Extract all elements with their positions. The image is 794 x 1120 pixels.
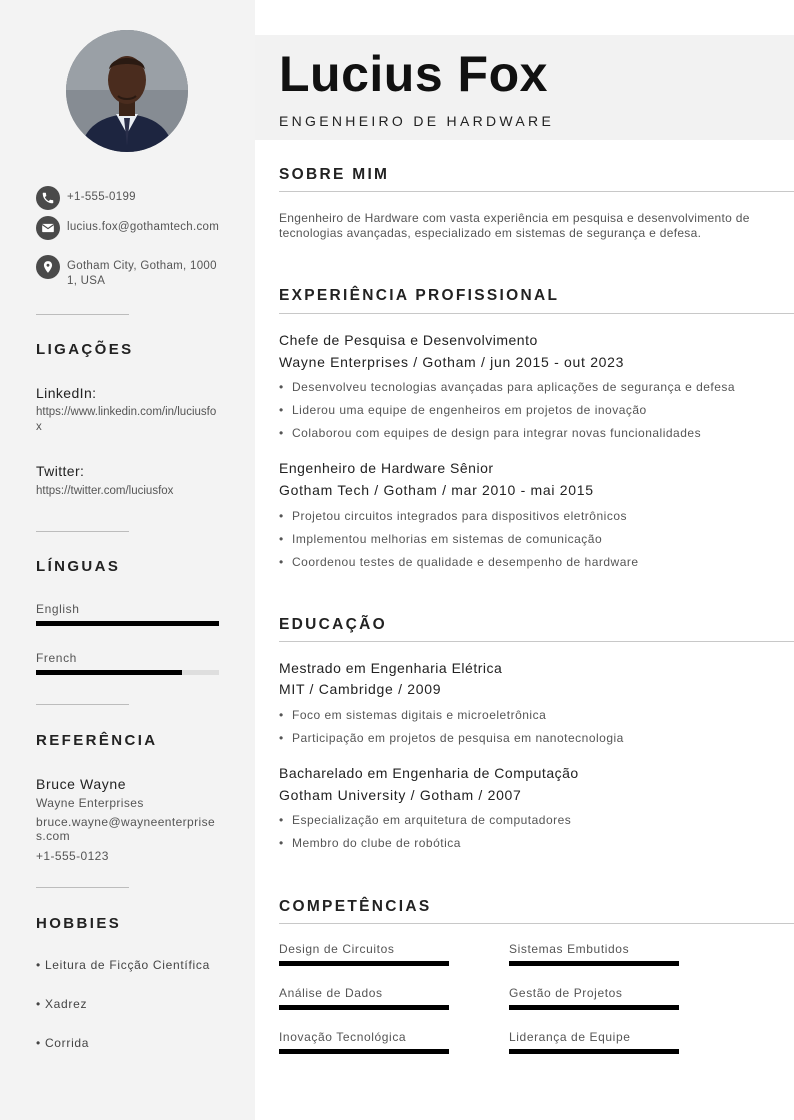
job-title: ENGENHEIRO DE HARDWARE: [279, 113, 555, 129]
skills-title: COMPETÊNCIAS: [279, 898, 432, 915]
skill-level-bar: [279, 961, 449, 966]
sidebar: [0, 0, 255, 1120]
education-bullet: • Participação em projetos de pesquisa em nanotecnologia: [279, 731, 624, 745]
email-icon: [36, 216, 60, 240]
twitter-url[interactable]: https://twitter.com/luciusfox: [36, 485, 174, 497]
language-name: English: [36, 602, 80, 616]
experience-bullet: • Liderou uma equipe de engenheiros em projetos de inovação: [279, 403, 647, 417]
skill-level-fill: [279, 1005, 449, 1010]
education-bullet: • Especialização em arquitetura de computadores: [279, 813, 572, 827]
linkedin-url[interactable]: https://www.linkedin.com/in/luciusfox: [36, 406, 217, 433]
section-rule: [279, 191, 794, 192]
linkedin-label: LinkedIn:: [36, 385, 97, 401]
hobby-item: • Corrida: [36, 1036, 90, 1050]
twitter-label: Twitter:: [36, 463, 85, 479]
experience-bullet: • Colaborou com equipes de design para integrar novas funcionalidades: [279, 426, 702, 440]
section-rule: [279, 313, 794, 314]
contact-phone: [36, 186, 226, 210]
language-level-fill: [36, 670, 182, 675]
experience-title: EXPERIÊNCIA PROFISSIONAL: [279, 287, 560, 304]
experience-bullet: • Desenvolveu tecnologias avançadas para aplicações de segurança e defesa: [279, 380, 736, 394]
skill-label: Inovação Tecnológica: [279, 1030, 407, 1044]
bullet-text: Liderou uma equipe de engenheiros em projetos de inovação: [292, 403, 647, 417]
avatar-portrait-icon: [66, 30, 188, 152]
skill-level-bar: [279, 1005, 449, 1010]
skill-level-fill: [509, 961, 679, 966]
bullet-text: Participação em projetos de pesquisa em nanotecnologia: [292, 731, 624, 745]
reference-name: Bruce Wayne: [36, 776, 127, 792]
skill-level-fill: [279, 1049, 449, 1054]
experience-bullet: • Projetou circuitos integrados para dispositivos eletrônicos: [279, 509, 627, 523]
avatar: [66, 30, 188, 152]
skill-level-bar: [509, 1049, 679, 1054]
skill-item: [509, 942, 679, 966]
experience-role: Engenheiro de Hardware Sênior: [279, 460, 494, 476]
bullet-text: Implementou melhorias em sistemas de comunicação: [292, 532, 603, 546]
hobbies-title: HOBBIES: [36, 915, 122, 932]
section-rule: [279, 923, 794, 924]
experience-org: Wayne Enterprises / Gotham / jun 2015 - out 2023: [279, 354, 625, 370]
skill-level-fill: [279, 961, 449, 966]
education-degree: Mestrado em Engenharia Elétrica: [279, 660, 503, 676]
address-text: Gotham City, Gotham, 10001, USA: [67, 260, 217, 287]
main-content: [255, 0, 794, 1120]
skill-label: Análise de Dados: [279, 986, 383, 1000]
location-pin-icon: [36, 255, 60, 279]
reference-phone: +1-555-0123: [36, 849, 109, 863]
experience-bullet: • Coordenou testes de qualidade e desempenho de hardware: [279, 555, 639, 569]
skill-item: [279, 986, 449, 1010]
skill-item: [509, 1030, 679, 1054]
skill-label: Design de Circuitos: [279, 942, 395, 956]
education-bullet: • Membro do clube de robótica: [279, 836, 461, 850]
language-level-fill: [36, 621, 219, 626]
links-title: LIGAÇÕES: [36, 341, 134, 358]
experience-org: Gotham Tech / Gotham / mar 2010 - mai 2015: [279, 482, 594, 498]
contact-address: [36, 255, 226, 289]
education-degree: Bacharelado em Engenharia de Computação: [279, 765, 579, 781]
language-level-bar: [36, 670, 219, 675]
skill-label: Gestão de Projetos: [509, 986, 623, 1000]
skill-level-fill: [509, 1005, 679, 1010]
education-org: MIT / Cambridge / 2009: [279, 681, 442, 697]
email-text[interactable]: lucius.fox@gothamtech.com: [67, 221, 220, 233]
sidebar-divider: [36, 531, 129, 532]
experience-role: Chefe de Pesquisa e Desenvolvimento: [279, 332, 538, 348]
skill-level-fill: [509, 1049, 679, 1054]
bullet-text: Desenvolveu tecnologias avançadas para aplicações de segurança e defesa: [292, 380, 736, 394]
bullet-text: Coordenou testes de qualidade e desempenho de hardware: [292, 555, 639, 569]
reference-title: REFERÊNCIA: [36, 732, 158, 749]
bullet-text: Membro do clube de robótica: [292, 836, 461, 850]
hobby-item: • Leitura de Ficção Científica: [36, 958, 210, 972]
hobby-label: Corrida: [44, 1036, 90, 1050]
bullet-text: Colaborou com equipes de design para integrar novas funcionalidades: [292, 426, 702, 440]
hobby-label: Xadrez: [44, 997, 88, 1011]
sidebar-divider: [36, 314, 129, 315]
skill-level-bar: [279, 1049, 449, 1054]
bullet-text: Foco em sistemas digitais e microeletrônica: [292, 708, 547, 722]
sidebar-divider: [36, 704, 129, 705]
skill-item: [279, 1030, 449, 1054]
skill-label: Sistemas Embutidos: [509, 942, 630, 956]
phone-text: +1-555-0199: [67, 191, 136, 203]
reference-email[interactable]: bruce.wayne@wayneenterprises.com: [36, 815, 216, 843]
skill-label: Liderança de Equipe: [509, 1030, 631, 1044]
experience-bullet: • Implementou melhorias em sistemas de comunicação: [279, 532, 603, 546]
contact-email: [36, 216, 226, 240]
education-org: Gotham University / Gotham / 2007: [279, 787, 522, 803]
language-level-bar: [36, 621, 219, 626]
section-rule: [279, 641, 794, 642]
hobby-label: Leitura de Ficção Científica: [44, 958, 210, 972]
language-name: French: [36, 651, 77, 665]
languages-title: LÍNGUAS: [36, 558, 121, 575]
header: [255, 35, 794, 140]
bullet-text: Especialização em arquitetura de computadores: [292, 813, 572, 827]
reference-company: Wayne Enterprises: [36, 796, 144, 810]
skill-item: [279, 942, 449, 966]
skill-level-bar: [509, 961, 679, 966]
hobby-item: • Xadrez: [36, 997, 88, 1011]
skill-level-bar: [509, 1005, 679, 1010]
skill-item: [509, 986, 679, 1010]
person-name: Lucius Fox: [279, 46, 548, 102]
bullet-text: Projetou circuitos integrados para dispositivos eletrônicos: [292, 509, 627, 523]
about-text: Engenheiro de Hardware com vasta experiência em pesquisa e desenvolvimento de tecnologias avançadas, especializado em sistemas de segurança e defesa.: [279, 211, 750, 240]
education-title: EDUCAÇÃO: [279, 616, 387, 633]
phone-icon: [36, 186, 60, 210]
about-title: SOBRE MIM: [279, 166, 390, 183]
sidebar-divider: [36, 887, 129, 888]
education-bullet: • Foco em sistemas digitais e microeletrônica: [279, 708, 547, 722]
